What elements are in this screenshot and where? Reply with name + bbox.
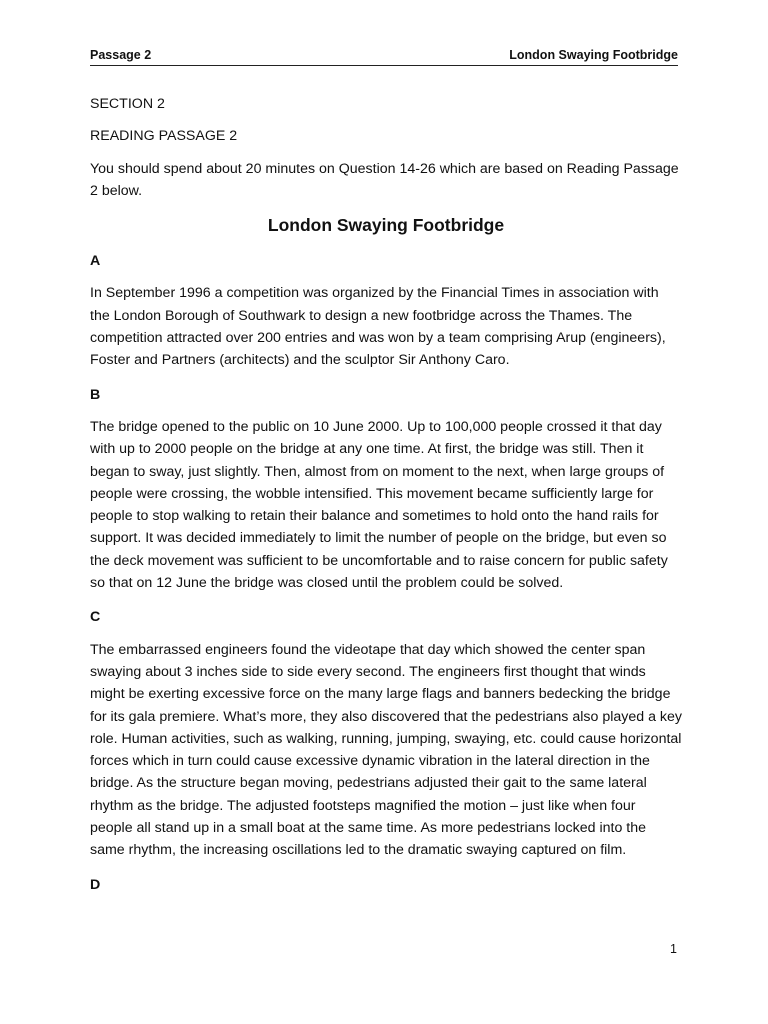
section-letter-d: D (90, 876, 101, 893)
passage-title: London Swaying Footbridge (267, 215, 505, 236)
page-header (90, 47, 678, 66)
passage-label: READING PASSAGE 2 (90, 128, 238, 145)
section-letter-c: C (90, 609, 101, 626)
section-label: SECTION 2 (90, 96, 165, 112)
header-passage-label: Passage 2 (90, 48, 152, 62)
paragraph-b: The bridge opened to the public on 10 June 2000. Up to 100,000 people crossed it that day with up to 2000 people on the bridge at any one time. At first, the bridge was still. Then it began to sway, just slightly. Then, almost from on moment to the next, when large groups of people were crossing, the wobble intensified. This movement became sufficiently large for people to stop walking to retain their balance and sometimes to hold onto the hand rails for support. It was decided immediately to limit the number of people on the bridge, but even so the deck movement was sufficient to be uncomfortable and to raise concern for public safety so that on 12 June the bridge was closed until the problem could be solved. (90, 418, 668, 592)
paragraph-a: In September 1996 a competition was organized by the Financial Times in association with the London Borough of Southwark to design a new footbridge across the Thames. The competition attracted over 200 entries and was won by a team comprising Arup (engineers), Foster and Partners (architects) and the sculptor Sir Anthony Caro. (90, 285, 666, 369)
section-letter-a: A (90, 253, 101, 270)
page-number: 1 (670, 942, 677, 956)
paragraph-c: The embarrassed engineers found the videotape that day which showed the center span swaying about 3 inches side to side every second. The engineers first thought that winds might be exerting excessive force on the many large flags and banners bedecking the bridge for its gala premiere. What’s more, they also discovered that the pedestrians also played a key role. Human activities, such as walking, running, jumping, swaying, etc. could cause horizontal forces which in turn could cause excessive dynamic vibration in the lateral direction in the bridge. As the structure began moving, pedestrians adjusted their gait to the same lateral rhythm as the bridge. The adjusted footsteps magnified the motion – just like when four people all stand up in a small boat at the same time. As more pedestrians locked into the same rhythm, the increasing oscillations led to the dramatic swaying captured on film. (90, 641, 682, 859)
header-document-title: London Swaying Footbridge (509, 48, 678, 62)
instructions: You should spend about 20 minutes on Question 14-26 which are based on Reading Passage 2 below. (90, 160, 679, 199)
page-body (90, 93, 682, 906)
section-letter-b: B (90, 386, 101, 403)
